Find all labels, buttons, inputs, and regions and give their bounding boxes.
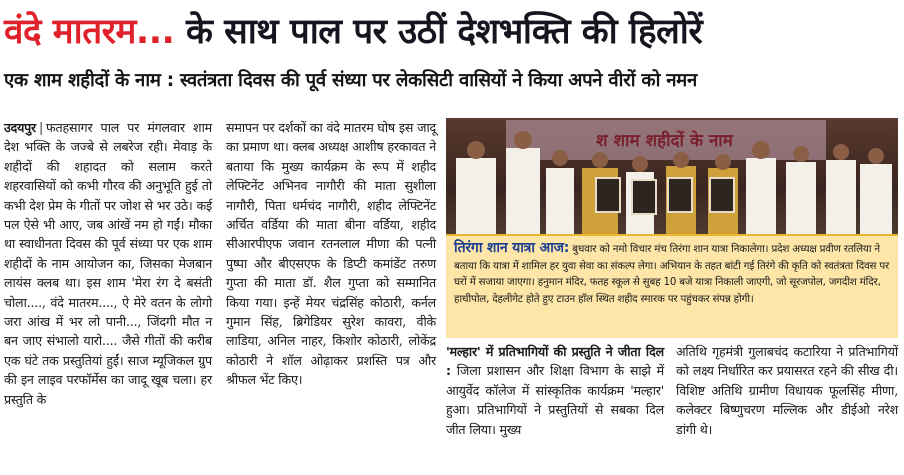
article-column-3: [446, 342, 664, 439]
article-column-4: [676, 342, 898, 439]
column-3-text: जिला प्रशासन और शिक्षा विभाग के साझे में आयुर्वेद कॉलेज में सांस्कृतिक कार्यक्रम 'मल्हार' हुआ। प्रतिभागियों ने प्रस्तुतियों से सबका दिल जीत लिया। मुख्य: [446, 363, 664, 437]
column-4-text: अतिथि गृहमंत्री गुलाबचंद कटारिया ने प्रतिभागियों को लक्ष्य निर्धारित कर प्रयासरत रहने की सीख दी। विशिष्ट अतिथि ग्रामीण विधायक फूलसिंह मीणा, कलेक्टर बिष्णुचरण मल्लिक और डीईओ नरेश डांगी थे।: [676, 344, 898, 437]
column-1-text: फतहसागर पाल पर मंगलवार शाम देश भक्ति के जज्बे से लबरेज रही। मेवाड़ के शहीदों की शहादत को सलाम करते शहरवासियों को कभी गौरव की अनुभूति हुई तो कभी देश प्रेम के गीतों पर जोश से भर उठे। कई पल ऐसे भी आए, जब आंखें नम हो गईं। मौका था स्वाधीनता दिवस की पूर्व संध्या पर एक शाम शहीदों के नाम आयोजन का, जिसका मेजबान लायंस क्लब था। इस शाम 'मेरा रंग दे बसंती चोला...., वंदे मातरम...., ऐ मेरे वतन के लोगो जरा आंख में भर लो पानी..., जिंदगी मौत न बन जाए संभालो यारो.... जैसे गीतों की करीब एक घंटे तक प्रस्तुतियां हुईं। साज म्यूजिकल ग्रुप की इन लाइव परफॉर्मेस का जादू खूब चला। हर प्रस्तुति के: [4, 120, 212, 407]
dateline: उदयपुर: [4, 120, 36, 135]
column-2-text: समापन पर दर्शकों का वंदे मातरम घोष इस जादू का प्रमाण था। क्लब अध्यक्ष आशीष हरकावत ने बताया कि मुख्य कार्यक्रम के रूप में शहीद लेफ्टिनेंट अभिनव नागौरी की माता सुशीला नागौरी, पिता धर्मचंद नागौरी, शहीद लेफ्टिनेंट अर्चित वर्डिया की माता बीना वर्डिया, शहीद सीआरपीएफ जवान रतनलाल मीणा की पत्नी पुष्पा और बीएसएफ के डिप्टी कमांडेंट तरुण गुप्ता की माता डॉ. शैल गुप्ता को सम्मानित किया गया। इन्हें मेयर चंद्रसिंह कोठारी, कर्नल गुमान सिंह, ब्रिगेडियर सुरेश कावरा, वीके लाडिया, अनिल नाहर, किशोर कोठारी, लोकेंद्र कोठारी ने शॉल ओढ़ाकर प्रशस्ति पत्र और श्रीफल भेंट किए।: [226, 120, 436, 388]
info-box: [446, 234, 898, 338]
info-box-content: [454, 240, 890, 307]
subheadline: एक शाम शहीदों के नाम : स्वतंत्रता दिवस की पूर्व संध्या पर लेकसिटी वासियों ने किया अपने वीरों को नमन: [4, 70, 697, 91]
photo-illustration: [446, 118, 898, 234]
info-box-text: बुधवार को नमो विचार मंच तिरंगा शान यात्रा निकालेगा। प्रदेश अध्यक्ष प्रवीण रतलिया ने बताया कि यात्रा में शामिल हर युवा सेवा का संकल्प लेगा। अभियान के तहत बांटी गई तिरंगे की कृति को स्वतंत्रता दिवस पर घरों में सजाया जाएगा। हनुमान मंदिर, फतह स्कूल से सुबह 10 बजे यात्रा निकाली जाएगी, जो सूरजपोल, जगदीश मंदिर, हाथीपोल, देहलीगेट होते हुए टाउन हॉल स्थित शहीद स्मारक पर पहुंचकर संपन्न होगी।: [454, 243, 890, 305]
info-box-title: तिरंगा शान यात्रा आज:: [454, 240, 570, 256]
headline: [4, 4, 900, 60]
article-column-1: [4, 118, 212, 409]
dateline-separator: |: [38, 120, 43, 135]
banner-text: श शाम शहीदों के नाम: [596, 131, 733, 151]
column-3-heading: 'मल्हार' में प्रतिभागियों की प्रस्तुति ने जीता दिल :: [446, 344, 664, 379]
headline-accent: वंदे मातरम...: [4, 12, 175, 52]
news-photo: [446, 118, 898, 234]
article-column-2: [226, 118, 436, 390]
headline-rest: के साथ पाल पर उठीं देशभक्ति की हिलोरें: [174, 12, 703, 52]
